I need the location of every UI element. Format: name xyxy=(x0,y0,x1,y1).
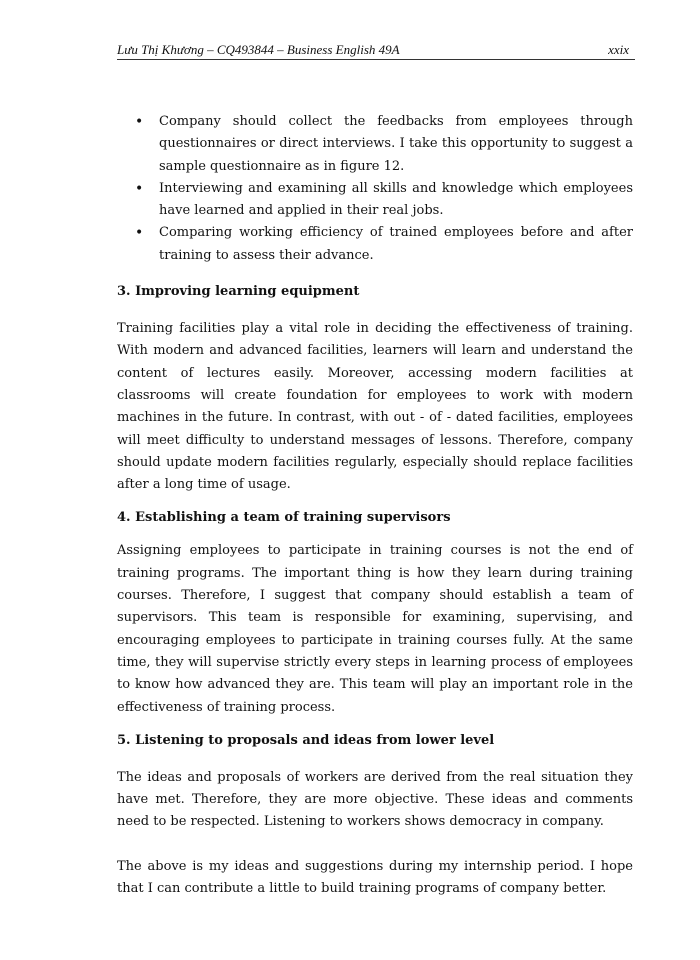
bullet-icon: • xyxy=(135,114,144,130)
list-item-text: Company should collect the feedbacks from employees through questionnaires or direct interviews. I take this opportunity to suggest a sample questionnaire as in figure 12. xyxy=(159,114,633,174)
closing-paragraph: The above is my ideas and suggestions during my internship period. I hope that I can contribute a little to build training programs of company better. xyxy=(117,858,633,897)
page-number: xxix xyxy=(608,42,629,57)
section-paragraph-proposals: The ideas and proposals of workers are derived from the real situation they have met. Therefore, they are more objective. These ideas and comments need to be respected. Listening to workers shows democracy in company. xyxy=(117,769,633,830)
list-item-text: Interviewing and examining all skills and knowledge which employees have learned and applied in their real jobs. xyxy=(159,180,633,219)
evaluation-bullet-list xyxy=(117,111,633,267)
section-paragraph-training-supervisors: Assigning employees to participate in training courses is not the end of training programs. The important thing is how they learn during training courses. Therefore, I suggest that company should establish a team of supervisors. This team is responsible for examining, supervising, and encouraging employees to participate in training courses fully. At the same time, they will supervise strictly every steps in learning process of employees to know how advanced they are. This team will play an important role in the effectiveness of training process. xyxy=(117,543,633,715)
list-item xyxy=(117,178,633,223)
list-item xyxy=(117,111,633,178)
section-paragraph-learning-equipment: Training facilities play a vital role in deciding the effectiveness of training. With modern and advanced facilities, learners will learn and understand the content of lectures easily. Moreover, accessing modern facilities at classrooms will create foundation for employees to work with modern machines in the future. In contrast, with out - of - dated facilities, employees will meet difficulty to understand messages of lessons. Therefore, company should update modern facilities regularly, especially should replace facilities after a long time of usage. xyxy=(117,321,633,493)
list-item xyxy=(117,222,633,267)
section-heading-proposals: 5. Listening to proposals and ideas from lower level xyxy=(117,732,495,748)
page-header xyxy=(117,41,635,60)
document-body xyxy=(117,111,633,900)
section-heading-training-supervisors: 4. Establishing a team of training supervisors xyxy=(117,510,451,526)
header-author-course: Lưu Thị Khương – CQ493844 – Business English 49A xyxy=(117,42,400,57)
bullet-icon: • xyxy=(135,180,144,197)
section-heading-learning-equipment: 3. Improving learning equipment xyxy=(117,284,360,300)
bullet-icon: • xyxy=(135,225,144,242)
list-item-text: Comparing working efficiency of trained employees before and after training to assess their advance. xyxy=(159,225,633,263)
